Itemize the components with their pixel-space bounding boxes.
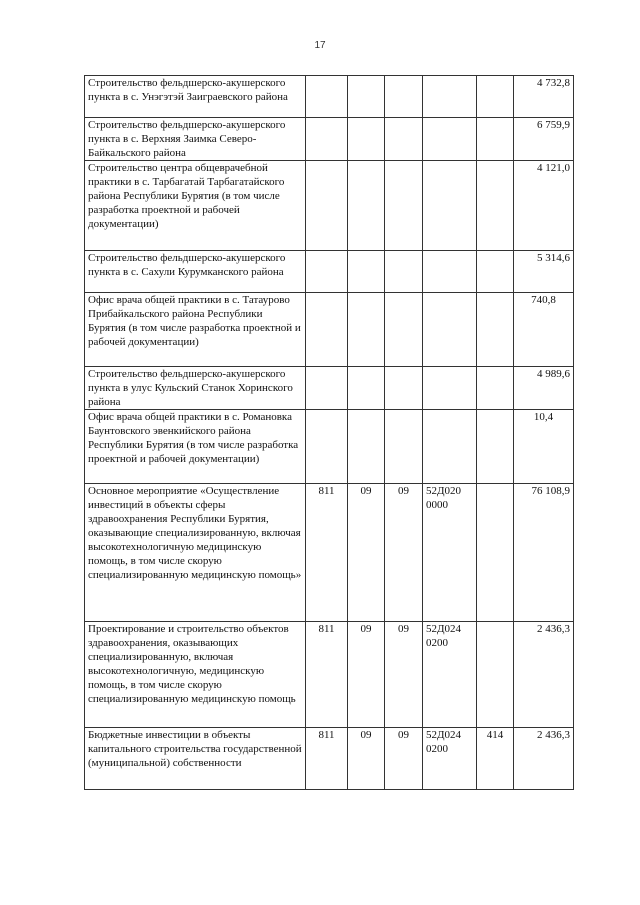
row-name-cell: Офис врача общей практики в с. Татаурово Прибайкальского района Республики Бурятия (в том числе разработка проектной и рабочей документации) — [85, 293, 306, 367]
row-name-cell: Проектирование и строительство объектов здравоохранения, оказывающих специализированную, включая высокотехнологичную, медицинскую помощь, в том числе скорую специализированную медицинскую помощь — [85, 622, 306, 728]
row-amount-cell: 4 121,0 — [514, 161, 574, 251]
row-expense-type-cell — [477, 484, 514, 622]
row-amount-cell: 2 436,3 — [514, 728, 574, 790]
row-subsection-cell — [385, 367, 423, 410]
row-name-cell: Строительство фельдшерско-акушерского пункта в с. Унэгэтэй Заиграевского района — [85, 76, 306, 118]
row-target-article-cell — [423, 251, 477, 293]
budget-table — [84, 75, 574, 790]
table-row — [85, 728, 574, 790]
table-row — [85, 251, 574, 293]
row-target-article-cell: 52Д024 0200 — [423, 728, 477, 790]
row-amount-cell: 4 989,6 — [514, 367, 574, 410]
table-row — [85, 410, 574, 484]
row-name-cell: Основное мероприятие «Осуществление инвестиций в объекты сферы здравоохранения Республики Бурятия, оказывающие специализированную, включая высокотехнологичную медицинскую помощь, в том числе скорую специализированную медицинскую помощь» — [85, 484, 306, 622]
row-section-cell — [348, 410, 385, 484]
row-ministry-code-cell: 811 — [306, 484, 348, 622]
table-row — [85, 293, 574, 367]
row-target-article-cell — [423, 76, 477, 118]
row-section-cell: 09 — [348, 728, 385, 790]
row-expense-type-cell — [477, 118, 514, 161]
row-amount-cell: 2 436,3 — [514, 622, 574, 728]
row-section-cell — [348, 161, 385, 251]
table-row — [85, 484, 574, 622]
row-subsection-cell — [385, 118, 423, 161]
table-row — [85, 118, 574, 161]
row-expense-type-cell — [477, 367, 514, 410]
row-target-article-cell — [423, 293, 477, 367]
row-subsection-cell — [385, 251, 423, 293]
row-ministry-code-cell — [306, 118, 348, 161]
row-target-article-cell: 52Д024 0200 — [423, 622, 477, 728]
row-ministry-code-cell — [306, 410, 348, 484]
row-target-article-cell — [423, 410, 477, 484]
row-target-article-cell — [423, 367, 477, 410]
table-row — [85, 622, 574, 728]
row-ministry-code-cell — [306, 161, 348, 251]
table-row — [85, 76, 574, 118]
row-name-cell: Бюджетные инвестиции в объекты капитального строительства государственной (муниципальной) собственности — [85, 728, 306, 790]
row-expense-type-cell: 414 — [477, 728, 514, 790]
row-ministry-code-cell — [306, 76, 348, 118]
row-section-cell — [348, 76, 385, 118]
row-name-cell: Строительство фельдшерско-акушерского пункта в улус Кульский Станок Хоринского района — [85, 367, 306, 410]
row-ministry-code-cell: 811 — [306, 622, 348, 728]
row-name-cell: Строительство фельдшерско-акушерского пункта в с. Верхняя Заимка Северо-Байкальского района — [85, 118, 306, 161]
table-row — [85, 367, 574, 410]
row-amount-cell: 740,8 — [514, 293, 574, 367]
row-name-cell: Строительство центра общеврачебной практики в с. Тарбагатай Тарбагатайского района Республики Бурятия (в том числе разработка проектной и рабочей документации) — [85, 161, 306, 251]
row-section-cell — [348, 367, 385, 410]
page-number: 17 — [314, 40, 326, 51]
row-amount-cell: 6 759,9 — [514, 118, 574, 161]
row-ministry-code-cell — [306, 367, 348, 410]
table-row — [85, 161, 574, 251]
row-expense-type-cell — [477, 622, 514, 728]
row-expense-type-cell — [477, 76, 514, 118]
row-subsection-cell: 09 — [385, 622, 423, 728]
row-subsection-cell — [385, 293, 423, 367]
row-target-article-cell: 52Д020 0000 — [423, 484, 477, 622]
row-name-cell: Строительство фельдшерско-акушерского пункта в с. Сахули Курумканского района — [85, 251, 306, 293]
row-expense-type-cell — [477, 161, 514, 251]
row-ministry-code-cell: 811 — [306, 728, 348, 790]
row-target-article-cell — [423, 161, 477, 251]
row-ministry-code-cell — [306, 251, 348, 293]
row-subsection-cell: 09 — [385, 484, 423, 622]
row-section-cell — [348, 293, 385, 367]
row-amount-cell: 5 314,6 — [514, 251, 574, 293]
row-subsection-cell — [385, 410, 423, 484]
row-expense-type-cell — [477, 251, 514, 293]
row-section-cell: 09 — [348, 622, 385, 728]
row-amount-cell: 10,4 — [514, 410, 574, 484]
row-subsection-cell — [385, 76, 423, 118]
row-amount-cell: 76 108,9 — [514, 484, 574, 622]
row-name-cell: Офис врача общей практики в с. Романовка Баунтовского эвенкийского района Республики Бурятия (в том числе разработка проектной и рабочей документации) — [85, 410, 306, 484]
row-section-cell — [348, 118, 385, 161]
row-expense-type-cell — [477, 293, 514, 367]
row-target-article-cell — [423, 118, 477, 161]
row-subsection-cell — [385, 161, 423, 251]
row-subsection-cell: 09 — [385, 728, 423, 790]
row-ministry-code-cell — [306, 293, 348, 367]
row-section-cell — [348, 251, 385, 293]
row-expense-type-cell — [477, 410, 514, 484]
row-amount-cell: 4 732,8 — [514, 76, 574, 118]
row-section-cell: 09 — [348, 484, 385, 622]
table-body — [85, 76, 574, 790]
